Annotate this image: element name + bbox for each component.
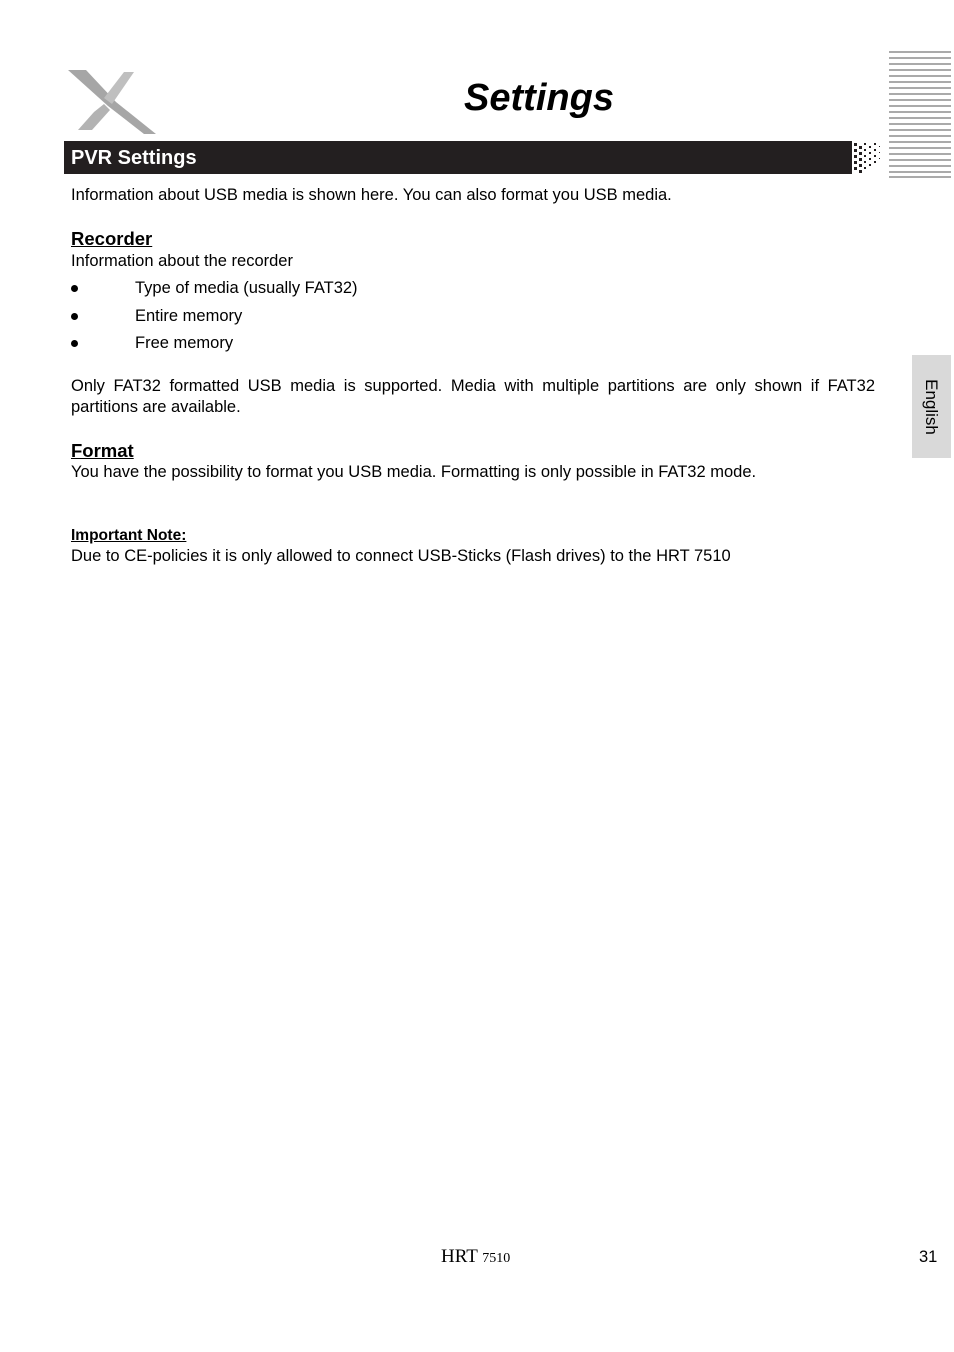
footer-model-number: 7510 (482, 1251, 511, 1266)
page-number: 31 (919, 1248, 938, 1266)
format-heading: Format (71, 440, 134, 461)
bullet-icon (71, 285, 78, 292)
section-title: PVR Settings (71, 147, 197, 169)
section-header-bar (64, 141, 852, 174)
page-title: Settings (464, 77, 614, 119)
dot-pattern-icon (840, 141, 886, 174)
footer-model (441, 1246, 510, 1270)
important-note-heading: Important Note: (71, 527, 187, 544)
bullet-icon (71, 313, 78, 320)
recorder-description: Information about the recorder (71, 252, 293, 270)
list-item-text: Free memory (135, 334, 234, 352)
list-item-text: Type of media (usually FAT32) (135, 279, 358, 297)
format-description: You have the possibility to format you USB media. Formatting is only possible in FAT32 mode. (71, 463, 757, 481)
section-intro: Information about USB media is shown here. You can also format you USB media. (71, 186, 672, 204)
footer-model-prefix: HRT (441, 1246, 478, 1267)
list-item-text: Entire memory (135, 307, 243, 325)
recorder-heading: Recorder (71, 228, 153, 249)
bullet-icon (71, 340, 78, 347)
decorative-stripes-icon (889, 50, 951, 178)
recorder-note: Only FAT32 formatted USB media is supported. Media with multiple partitions are only shown if FAT32 partitions are available. (71, 377, 875, 416)
important-note-text: Due to CE-policies it is only allowed to connect USB-Sticks (Flash drives) to the HRT 7510 (71, 547, 731, 565)
language-tab (912, 355, 951, 458)
language-label: English (922, 379, 941, 435)
